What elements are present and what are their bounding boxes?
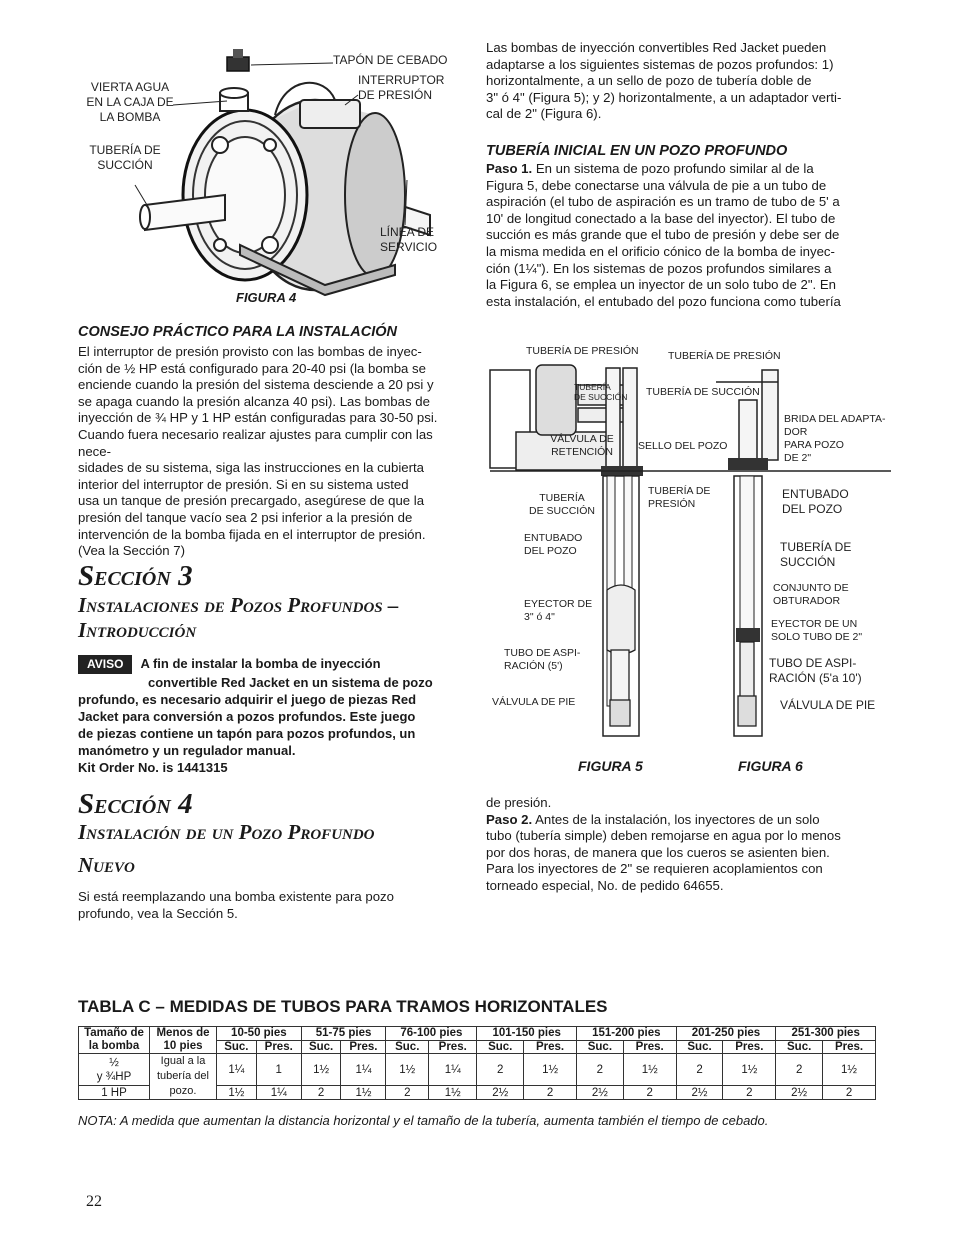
- label-tp1: TUBERÍA DE PRESIÓN: [526, 345, 639, 357]
- paso-1: [486, 161, 886, 310]
- row-size: 1 HP: [79, 1086, 150, 1100]
- table-cell: 1: [256, 1054, 301, 1086]
- table-cell: 2½: [776, 1086, 823, 1100]
- header-pres: Pres.: [723, 1040, 776, 1054]
- paso-1-text: En un sistema de pozo profundo similar al de la: [532, 161, 814, 176]
- paso-2: [486, 795, 886, 895]
- header-pres: Pres.: [256, 1040, 301, 1054]
- header-suc: Suc.: [676, 1040, 723, 1054]
- table-cell: 2: [577, 1054, 624, 1086]
- figure-4: [75, 45, 475, 310]
- menos-value: Igual a la tubería del pozo.: [150, 1054, 217, 1100]
- table-cell: 2: [301, 1086, 341, 1100]
- aviso-line: convertible Red Jacket en un sistema de pozo: [148, 675, 433, 690]
- consejo-heading: CONSEJO PRÁCTICO PARA LA INSTALACIÓN: [78, 324, 398, 340]
- header-suc: Suc.: [386, 1040, 429, 1054]
- figure-5-6: [486, 340, 896, 750]
- intro-line: adaptarse a los siguientes sistemas de pozos profundos: 1): [486, 56, 834, 72]
- table-cell: 1¼: [429, 1054, 477, 1086]
- table-cell: 2: [524, 1086, 577, 1100]
- paso-1-line: succión es más grande que el tubo de presión y debe ser de: [486, 227, 840, 243]
- label-tp2: TUBERÍA DE PRESIÓN: [668, 350, 781, 362]
- consejo-line: interior del interruptor de presión. Si en su sistema usted: [78, 476, 409, 492]
- paso-2-line: Para los inyectores de 2" se requieren acoplamientos con: [486, 861, 823, 877]
- header-suc: Suc.: [776, 1040, 823, 1054]
- aviso-tag: AVISO: [78, 655, 132, 674]
- table-cell: 1½: [217, 1086, 257, 1100]
- consejo-line: sidades de su sistema, siga las instrucciones en la cubierta: [78, 460, 424, 476]
- section-4-body: [78, 889, 468, 922]
- header-suc: Suc.: [301, 1040, 341, 1054]
- label-entubado-left: ENTUBADO DEL POZO: [524, 532, 583, 557]
- label-vierta-agua: VIERTA AGUA EN LA CAJA DE LA BOMBA: [86, 80, 174, 124]
- label-ts-left: TUBERÍA DE SUCCIÓN: [529, 492, 595, 517]
- aviso-line: profundo, es necesario adquirir el juego de piezas Red: [78, 692, 417, 707]
- aviso-line: manómetro y un regulador manual.: [78, 743, 296, 758]
- label-tuberia-succion: TUBERÍA DE SUCCIÓN: [89, 143, 161, 172]
- intro-line: cal de 2" (Figura 6).: [486, 106, 602, 122]
- label-aspi-right: TUBO DE ASPI- RACIÓN (5'a 10'): [769, 656, 862, 685]
- figure-6-caption: FIGURA 6: [738, 758, 803, 774]
- label-linea-servicio: LÍNEA DE SERVICIO: [380, 225, 438, 254]
- table-cell: 2: [823, 1086, 876, 1100]
- table-cell: 2½: [577, 1086, 624, 1100]
- paso-1-line: ción (1¼"). En los sistemas de pozos profundos similares a: [486, 260, 832, 276]
- table-cell: 1½: [429, 1086, 477, 1100]
- header-suc: Suc.: [577, 1040, 624, 1054]
- table-cell: 1¼: [256, 1086, 301, 1100]
- tuberia-inicial-heading: TUBERÍA INICIAL EN UN POZO PROFUNDO: [486, 143, 788, 159]
- label-vp-right: VÁLVULA DE PIE: [780, 698, 876, 712]
- header-tamano: Tamaño de la bomba: [79, 1027, 150, 1054]
- table-title: TABLA C – MEDIDAS DE TUBOS PARA TRAMOS HORIZONTALES: [78, 997, 608, 1016]
- section-3-subtitle-2: Introducción: [78, 618, 197, 642]
- paso-2-line: de presión.: [486, 795, 552, 810]
- row-size: ½ y ¾HP: [79, 1054, 150, 1086]
- header-pres: Pres.: [823, 1040, 876, 1054]
- header-pres: Pres.: [429, 1040, 477, 1054]
- header-range: 201-250 pies: [676, 1027, 776, 1041]
- header-range: 10-50 pies: [217, 1027, 302, 1041]
- table-cell: 2: [386, 1086, 429, 1100]
- paso-1-label: Paso 1.: [486, 161, 533, 176]
- header-range: 51-75 pies: [301, 1027, 386, 1041]
- table-cell: 1½: [341, 1086, 386, 1100]
- label-valvula-retencion: VÁLVULA DE RETENCIÓN: [550, 433, 614, 458]
- section-3-subtitle: Instalaciones de Pozos Profundos –: [78, 593, 399, 617]
- label-aspi-left: TUBO DE ASPI- RACIÓN (5'): [504, 647, 581, 672]
- label-sello: SELLO DEL POZO: [638, 440, 728, 452]
- paso-2-line: torneado especial, No. de pedido 64655.: [486, 877, 724, 893]
- label-obturador: CONJUNTO DE OBTURADOR: [773, 582, 849, 607]
- consejo-body: [78, 344, 468, 560]
- label-interruptor: INTERRUPTOR DE PRESIÓN: [358, 73, 445, 102]
- header-range: 101-150 pies: [477, 1027, 577, 1041]
- paso-1-line: aspiración (el tubo de aspiración es un tramo de tubo de 5' a: [486, 194, 840, 210]
- consejo-line: enciende cuando la presión del sistema desciende a 20 psi y: [78, 377, 434, 393]
- label-brida: BRIDA DEL ADAPTA- DOR PARA POZO DE 2": [784, 413, 886, 464]
- header-range: 151-200 pies: [577, 1027, 677, 1041]
- figure-4-caption: FIGURA 4: [236, 290, 297, 305]
- paso-1-line: esta instalación, el entubado del pozo funciona como tubería: [486, 293, 841, 309]
- consejo-line: inyección de ¾ HP y 1 HP están configuradas para 30-50 psi.: [78, 410, 438, 426]
- table-cell: 1½: [723, 1054, 776, 1086]
- header-range: 76-100 pies: [386, 1027, 477, 1041]
- label-vp-left: VÁLVULA DE PIE: [492, 696, 576, 708]
- table-cell: 1¼: [341, 1054, 386, 1086]
- consejo-line: ción de ½ HP está configurado para 20-40 psi (la bomba se: [78, 360, 426, 376]
- label-ts-small: TUBERÍA DE SUCCIÓN: [574, 382, 628, 402]
- intro-line: 3" ó 4" (Figura 5); y 2) horizontalmente, a un adaptador verti-: [486, 89, 842, 105]
- paso-1-line: 10' de longitud conectado a la base del inyector). El tubo de: [486, 210, 836, 226]
- table-cell: 1½: [823, 1054, 876, 1086]
- table-cell: 1½: [386, 1054, 429, 1086]
- header-pres: Pres.: [524, 1040, 577, 1054]
- intro-line: Las bombas de inyección convertibles Red Jacket pueden: [486, 40, 827, 55]
- table-cell: 2: [477, 1054, 524, 1086]
- consejo-line: se apaga cuando la presión alcanza 40 psi). Las bombas de: [78, 393, 430, 409]
- consejo-line: El interruptor de presión provisto con las bombas de inyec-: [78, 344, 422, 359]
- header-suc: Suc.: [477, 1040, 524, 1054]
- label-tapon-cebado: TAPÓN DE CEBADO: [333, 53, 448, 67]
- label-eyector: EYECTOR DE 3" ó 4": [524, 598, 593, 623]
- label-eyector-solo: EYECTOR DE UN SOLO TUBO DE 2": [771, 618, 863, 643]
- aviso-block: [78, 655, 468, 776]
- paso-2-line: tubo (tubería simple) deben remojarse en agua por lo menos: [486, 828, 841, 844]
- pipe-size-table: [78, 1026, 876, 1100]
- table-cell: 1½: [623, 1054, 676, 1086]
- table-cell: 2: [676, 1054, 723, 1086]
- section-4-subtitle: Instalación de un Pozo Profundo: [78, 820, 375, 844]
- table-cell: 2: [776, 1054, 823, 1086]
- header-pres: Pres.: [623, 1040, 676, 1054]
- consejo-line: (Vea la Sección 7): [78, 543, 186, 559]
- consejo-line: Cuando fuera necesario realizar ajustes para cumplir con las nece-: [78, 426, 433, 459]
- table-cell: 1½: [524, 1054, 577, 1086]
- paso-1-line: Figura 5, debe conectarse una válvula de pie a un tubo de: [486, 177, 827, 193]
- table-cell: 1½: [301, 1054, 341, 1086]
- aviso-line: de piezas contiene un tapón para pozos profundos, un: [78, 726, 416, 741]
- section-4-line: profundo, vea la Sección 5.: [78, 905, 238, 921]
- paso-2-text: Antes de la instalación, los inyectores de un solo: [532, 811, 820, 827]
- header-menos: Menos de 10 pies: [150, 1027, 217, 1054]
- section-4-line: Si está reemplazando una bomba existente para pozo: [78, 889, 394, 904]
- paso-2-label: Paso 2.: [486, 811, 533, 827]
- table-cell: 2½: [676, 1086, 723, 1100]
- header-pres: Pres.: [341, 1040, 386, 1054]
- aviso-line: Jacket para conversión a pozos profundos. Este juego: [78, 709, 416, 724]
- label-ts-fig6: TUBERÍA DE SUCCIÓN: [646, 386, 760, 398]
- paso-2-line: por dos horas, de manera que los cueros se asienten bien.: [486, 844, 830, 860]
- label-entubado-right: ENTUBADO DEL POZO: [782, 487, 849, 516]
- section-3-title: Sección 3: [78, 560, 193, 592]
- intro-line: horizontalmente, a un sello de pozo de tubería doble de: [486, 73, 812, 89]
- header-suc: Suc.: [217, 1040, 257, 1054]
- consejo-line: presión del tanque vacío sea 2 psi inferior a la presión de: [78, 509, 413, 525]
- section-4-subtitle-2: Nuevo: [78, 853, 135, 877]
- label-ts-right: TUBERÍA DE SUCCIÓN: [780, 540, 852, 569]
- table-note: NOTA: A medida que aumentan la distancia horizontal y el tamaño de la tubería, aumenta también el tiempo de cebado.: [78, 1113, 769, 1128]
- section-4-title: Sección 4: [78, 788, 193, 820]
- table-cell: 2½: [477, 1086, 524, 1100]
- label-tp-mid: TUBERÍA DE PRESIÓN: [648, 485, 711, 510]
- paso-1-line: la Figura 6, se emplea un inyector de un solo tubo de 2". En: [486, 277, 836, 293]
- consejo-line: usa un tanque de presión precargado, asegúrese de que la: [78, 493, 425, 509]
- figure-5-caption: FIGURA 5: [578, 758, 643, 774]
- page-number: 22: [86, 1193, 102, 1210]
- table-cell: 1¼: [217, 1054, 257, 1086]
- header-range: 251-300 pies: [776, 1027, 876, 1041]
- table-cell: 2: [623, 1086, 676, 1100]
- kit-order: Kit Order No. is 1441315: [78, 760, 228, 775]
- table-cell: 2: [723, 1086, 776, 1100]
- paso-1-line: la misma medida en el orificio cónico de la bomba de inyec-: [486, 243, 835, 259]
- aviso-line: A fin de instalar la bomba de inyección: [140, 656, 381, 671]
- consejo-line: intervención de la bomba fijada en el interruptor de presión.: [78, 526, 426, 542]
- intro-paragraph: [486, 40, 886, 123]
